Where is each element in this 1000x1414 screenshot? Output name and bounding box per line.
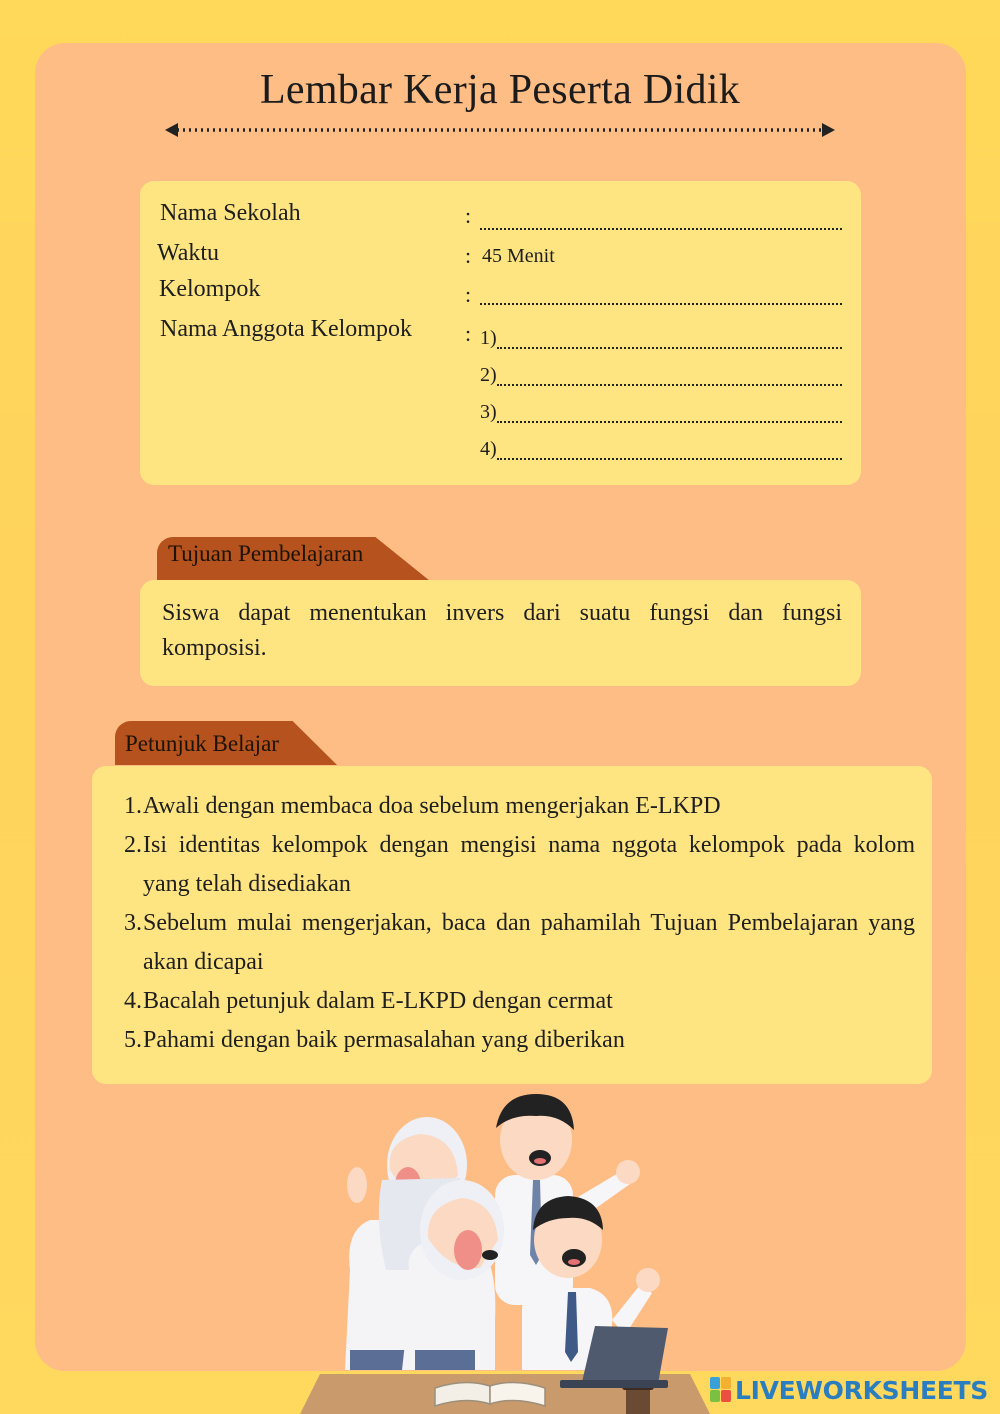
goal-tab-label: Tujuan Pembelajaran bbox=[168, 541, 364, 566]
members-colon: : bbox=[465, 321, 472, 346]
member-field-1[interactable] bbox=[497, 346, 842, 349]
list-item bbox=[119, 787, 915, 826]
identity-card bbox=[140, 181, 861, 485]
school-field[interactable] bbox=[480, 227, 842, 230]
member-number: 2) bbox=[480, 364, 497, 386]
list-item bbox=[119, 1021, 915, 1060]
time-colon: : bbox=[465, 243, 472, 268]
member-number: 1) bbox=[480, 327, 497, 349]
liveworksheets-icon bbox=[710, 1377, 732, 1403]
time-value: 45 Menit bbox=[482, 245, 555, 267]
instructions-card bbox=[92, 766, 932, 1084]
member-number: 4) bbox=[480, 438, 497, 460]
list-item-number: 3. bbox=[124, 910, 142, 936]
time-label: Waktu bbox=[157, 240, 220, 266]
list-item-number: 5. bbox=[124, 1027, 142, 1053]
group-label: Kelompok bbox=[159, 276, 261, 302]
list-item-text: Isi identitas kelompok dengan mengisi nama nggota kelompok pada kolom yang telah disediakan bbox=[143, 832, 915, 897]
school-label: Nama Sekolah bbox=[160, 200, 301, 226]
members-label: Nama Anggota Kelompok bbox=[160, 316, 412, 342]
group-field[interactable] bbox=[480, 302, 842, 305]
list-item-text: Sebelum mulai mengerjakan, baca dan pahamilah Tujuan Pembelajaran yang akan dicapai bbox=[143, 910, 915, 975]
member-field-4[interactable] bbox=[497, 457, 842, 460]
school-colon: : bbox=[465, 203, 472, 228]
list-item-number: 1. bbox=[124, 793, 142, 819]
list-item-number: 2. bbox=[124, 832, 142, 858]
liveworksheets-wordmark: LIVEWORKSHEETS bbox=[734, 1375, 988, 1405]
instructions-tab-label: Petunjuk Belajar bbox=[125, 731, 279, 756]
member-field-3[interactable] bbox=[497, 420, 842, 423]
list-item bbox=[119, 904, 915, 982]
member-field-2[interactable] bbox=[497, 383, 842, 386]
list-item-text: Bacalah petunjuk dalam E-LKPD dengan cermat bbox=[143, 988, 613, 1014]
list-item-number: 4. bbox=[124, 988, 142, 1014]
double-arrow-divider bbox=[165, 120, 835, 140]
students-illustration bbox=[290, 1080, 710, 1414]
list-item-text: Awali dengan membaca doa sebelum mengerjakan E-LKPD bbox=[143, 793, 721, 819]
goal-text: Siswa dapat menentukan invers dari suatu fungsi dan fungsi komposisi. bbox=[162, 600, 842, 661]
list-item bbox=[119, 826, 915, 904]
liveworksheets-logo[interactable] bbox=[710, 1374, 988, 1406]
list-item bbox=[119, 982, 915, 1021]
page-title: Lembar Kerja Peserta Didik bbox=[259, 67, 741, 113]
goal-card bbox=[140, 580, 861, 686]
list-item-text: Pahami dengan baik permasalahan yang diberikan bbox=[143, 1027, 625, 1053]
group-colon: : bbox=[465, 282, 472, 307]
book-icon bbox=[435, 1382, 545, 1406]
member-number: 3) bbox=[480, 401, 497, 423]
